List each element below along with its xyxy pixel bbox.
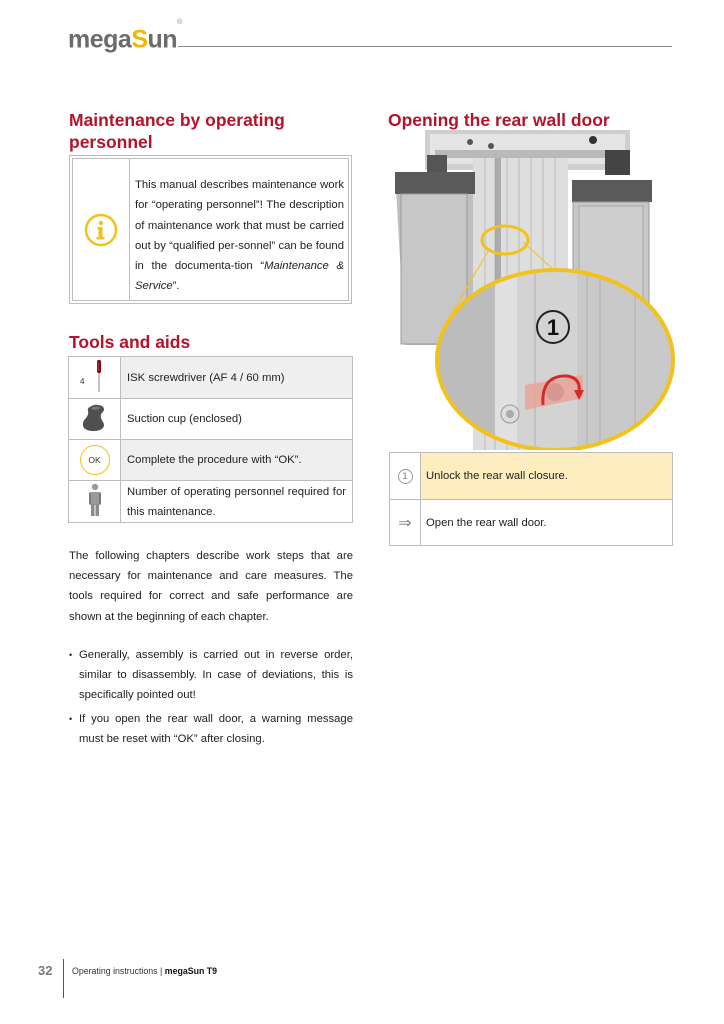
screwdriver-size-label: 4 <box>80 377 85 386</box>
info-note-text <box>130 158 349 301</box>
tool-description: Suction cup (enclosed) <box>121 399 353 440</box>
megasun-logo <box>68 19 182 54</box>
tool-row <box>69 481 353 523</box>
header-rule <box>178 46 672 47</box>
tool-row <box>69 399 353 440</box>
logo-text-mega: mega <box>68 25 132 54</box>
info-text-doc-reference: Maintenance & Service <box>135 260 344 293</box>
person-icon <box>87 483 103 517</box>
tool-description: Complete the procedure with “OK”. <box>121 440 353 481</box>
footer-doc-title: Operating instructions | <box>72 966 165 976</box>
step-row <box>390 453 673 500</box>
intro-paragraph: The following chapters describe work steps that are necessary for maintenance and care measures. The tools required for correct and safe performance are shown at the beginning of each chapter. <box>69 550 353 623</box>
step-marker-cell <box>390 453 421 500</box>
tool-icon-cell <box>69 481 121 523</box>
tool-icon-cell <box>69 357 121 399</box>
tools-table <box>68 356 353 523</box>
tool-icon-cell <box>69 440 121 481</box>
notes-list <box>69 645 353 752</box>
registered-mark: ® <box>177 19 182 26</box>
arrow-right-icon: ⇒ <box>398 514 412 532</box>
tool-row <box>69 357 353 399</box>
title-line-2: personnel <box>69 132 153 152</box>
section-title-rear-wall-door: Opening the rear wall door <box>388 110 610 130</box>
rear-wall-door-illustration <box>395 130 675 450</box>
info-text-part: ”. <box>172 280 180 293</box>
suction-cup-icon <box>78 402 112 434</box>
circled-number-icon: 1 <box>398 469 413 484</box>
info-text-part: This manual describes maintenance work for “operating personnel”! The description of maintenance work that must be carried out by “qualified per-sonnel” can be found in the documenta-tion “ <box>135 179 344 273</box>
logo-text-un: un <box>147 25 178 54</box>
title-line-1: Maintenance by operating <box>69 110 285 130</box>
footer-title <box>72 966 217 976</box>
figure-callout-number: 1 <box>546 315 560 340</box>
step-row <box>390 500 673 546</box>
screwdriver-icon <box>94 359 104 393</box>
tool-row <box>69 440 353 481</box>
info-circle-icon <box>84 213 118 247</box>
tool-description: ISK screwdriver (AF 4 / 60 mm) <box>121 357 353 399</box>
info-note-box <box>69 155 352 304</box>
info-icon-cell <box>72 158 130 301</box>
step-text: Open the rear wall door. <box>421 500 673 546</box>
step-marker-cell <box>390 500 421 546</box>
tool-description: Number of operating personnel required for this maintenance. <box>121 481 353 523</box>
page-number: 32 <box>38 963 53 978</box>
logo-text-s: S <box>131 25 148 54</box>
ok-label: OK <box>88 455 101 465</box>
steps-table <box>389 452 673 546</box>
footer-divider <box>63 959 64 998</box>
section-title-maintenance <box>69 109 359 153</box>
list-item: • Generally, assembly is carried out in reverse order, similar to disassembly. In case of deviations, this is specifically pointed out! <box>69 645 353 706</box>
ok-circle-icon <box>80 445 110 475</box>
footer-product-name: megaSun T9 <box>164 966 218 976</box>
tool-icon-cell <box>69 399 121 440</box>
section-title-tools: Tools and aids <box>69 332 191 352</box>
step-text: Unlock the rear wall closure. <box>421 453 673 500</box>
list-item: • If you open the rear wall door, a warning message must be reset with “OK” after closing. <box>69 709 353 749</box>
